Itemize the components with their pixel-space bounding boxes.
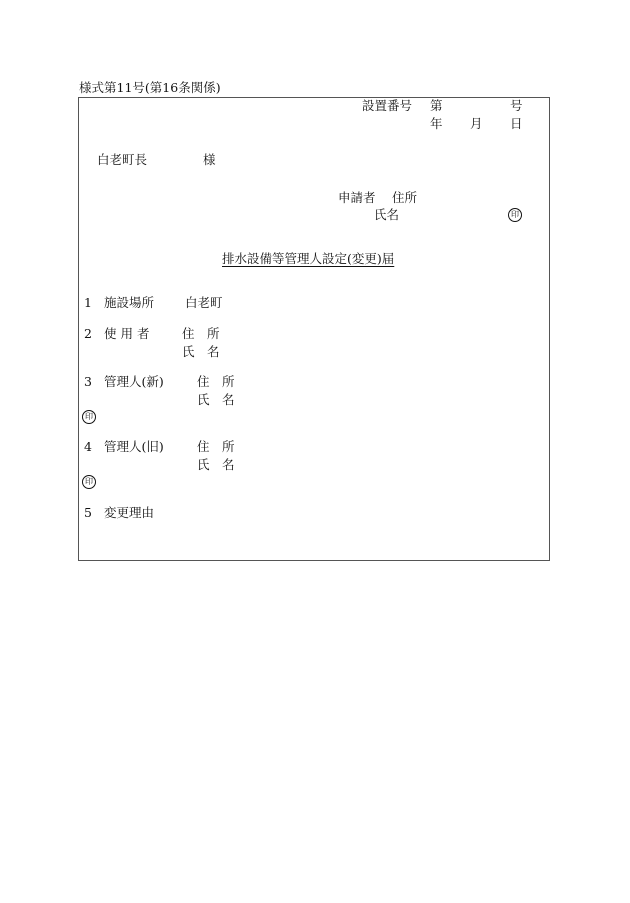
item2-label: 使 用 者 [104, 326, 150, 341]
installation-number-label: 設置番号 [362, 98, 413, 113]
item1-label: 施設場所 [104, 295, 155, 310]
installation-number-suffix: 号 [510, 98, 523, 113]
form-title: 排水設備等管理人設定(変更)届 [222, 251, 395, 266]
addressee-honorific: 様 [203, 152, 216, 167]
item4-address-label: 住 所 [197, 439, 235, 454]
item4-seal-icon: 印 [82, 475, 96, 489]
item4-label: 管理人(旧) [104, 439, 164, 454]
applicant-label: 申請者 [338, 190, 376, 205]
applicant-seal-icon: 印 [508, 208, 522, 222]
addressee-town-head: 白老町長 [97, 152, 148, 167]
item2-number: 2 [84, 326, 92, 341]
item5-label: 変更理由 [104, 505, 155, 520]
item3-address-label: 住 所 [197, 374, 235, 389]
item3-number: 3 [84, 374, 92, 389]
date-month-label: 月 [470, 116, 483, 131]
item3-seal-icon: 印 [82, 410, 96, 424]
item1-number: 1 [84, 295, 92, 310]
item2-name-label: 氏 名 [182, 344, 220, 359]
date-year-label: 年 [430, 116, 443, 131]
item4-name-label: 氏 名 [197, 457, 235, 472]
item2-address-label: 住 所 [182, 326, 220, 341]
form-number-label: 様式第11号(第16条関係) [79, 80, 221, 95]
item3-name-label: 氏 名 [197, 392, 235, 407]
item1-value: 白老町 [185, 295, 223, 310]
date-day-label: 日 [510, 116, 523, 131]
applicant-address-label: 住所 [392, 190, 418, 205]
installation-number-prefix: 第 [430, 98, 443, 113]
item3-label: 管理人(新) [104, 374, 164, 389]
item4-number: 4 [84, 439, 92, 454]
item5-number: 5 [84, 505, 92, 520]
applicant-name-label: 氏名 [374, 207, 400, 222]
